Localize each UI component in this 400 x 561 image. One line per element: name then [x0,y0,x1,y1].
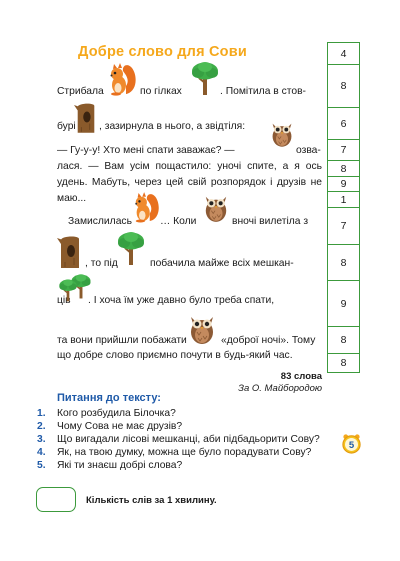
story-text: вночі вилетіла з [232,216,309,227]
tree-trunk-icon [74,100,98,134]
story-title: Добре слово для Сови [78,44,247,60]
question-item: 2. Чому Сова не має друзів? [37,421,183,432]
tree-icon [190,60,220,96]
author-credit: За О. Майбородою [238,383,322,394]
story-text: ців [57,295,71,306]
word-count-cell: 8 [327,160,360,177]
word-count-cell: 6 [327,107,360,140]
word-count-cell: 7 [327,207,360,245]
squirrel-icon [132,191,160,223]
story-text: озва- [296,145,321,156]
owl-icon [203,191,229,223]
story-text: Замислилась [68,216,132,227]
question-item: 1. Кого розбудила Білочка? [37,408,176,419]
story-text: . І хоча їм уже давно було треба спати, [88,295,275,306]
question-item: 5. Які ти знаєш добрі слова? [37,460,183,471]
owl-icon [188,311,216,345]
story-text: , то під [85,258,118,269]
story-text: Стрибала [57,86,104,97]
word-count-cell: 7 [327,139,360,161]
story-text: та вони прийшли побажати [57,335,187,346]
story-text: «доброї ночі». Тому [221,335,316,346]
word-count-cell: 8 [327,353,360,373]
questions-list [37,407,367,472]
tree-icon [58,276,78,304]
questions-heading: Питання до тексту: [57,392,161,404]
word-count-cell: 8 [327,64,360,108]
story-text: — Гу-у-у! Хто мені спати заважає? — [57,145,235,156]
squirrel-icon [107,62,137,96]
word-total: 83 слова [280,371,322,382]
owl-icon [270,118,294,148]
word-count-column [327,42,360,373]
story-text: бурі [57,121,76,132]
story-text: , зазирнула в нього, а звідтіля: [99,121,246,132]
question-item: 4. Як, на твою думку, можна ще було порадувати Сову? [37,447,312,458]
word-count-cell: 9 [327,280,360,327]
story-text: що добре слово приємно почути в будь-який час. [57,350,293,361]
words-per-minute-label: Кількість слів за 1 хвилину. [86,495,217,506]
story-text: лася. — Вам усім пощастило: уночі спите, а я ось [57,161,322,172]
word-count-cell: 1 [327,191,360,208]
words-per-minute-box[interactable] [36,487,76,512]
word-count-cell: 4 [327,42,360,65]
story-text: . Помітила в стов- [220,86,306,97]
story-text: удень. Мабуть, через цей свій розпорядок і друзів не [57,177,322,188]
page-number: 5 [348,439,355,451]
question-item: 3. Що вигадали лісові мешканці, аби підбадьорити Сову? [37,434,320,445]
story-text: по гілках [140,86,182,97]
page-number-clock-icon [341,433,362,454]
tree-icon [116,230,146,266]
tree-trunk-icon [57,234,83,268]
story-text: побачила майже всіх мешкан- [150,258,294,269]
story-text: … Коли [160,216,197,227]
word-count-cell: 8 [327,326,360,354]
word-count-cell: 8 [327,244,360,281]
word-count-cell: 9 [327,176,360,192]
story-text: маю... [57,193,87,204]
